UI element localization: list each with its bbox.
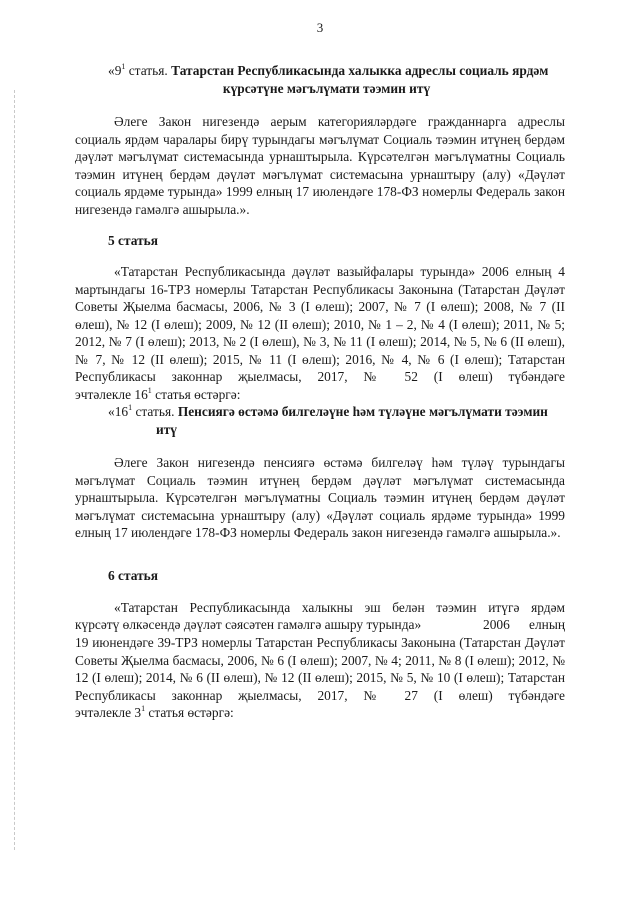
article-title-text: Татарстан Республикасында халыкка адреслы социаль ярдәм [171,63,549,78]
section-6-paragraph-rest: 19 июнендәге 39-ТРЗ номерлы Татарстан Республикасы Законына (Татарстан Дәүләт Советы Җыелма басмасы, 2006, № 6 (I өлеш); 2007, № 4; 2011, № 8 (I өлеш); 2012, № 12 (I өлеш); 2014, № 6 (II өлеш), № 12 (II өлеш); 2015, № 5, № 10 (I өлеш); Татарстан Республикасы законнар җыелмасы, 2017, № 27 (I өлеш) түбәндәге [75,635,565,703]
article-9-1-paragraph: Әлеге Закон нигезендә аерым категорияләрдәге гражданнарга адреслы социаль ярдәм чаралары бирү турындагы мәгълүмат Социаль тәэмин итүнең бердәм дәүләт мәгълүмат системасында урнаштырыла. Күрсәтелгән мәгълүматны Социаль тәэмин итүнең бердәм дәүләт мәгълүмат системасына урнаштыру (алу) «Дәүләт социаль ярдәме турында» 1999 елның 17 июлендәге 178-ФЗ номерлы Федераль закон нигезендә гамәлгә ашырыла.». [75,114,565,217]
article-title-continuation: күрсәтүне мәгълүмати тәэмин итү [222,80,431,96]
section-6-paragraph-line1: «Татарстан Республикасында халыкны эш белән тәэмин итүгә ярдәм [114,600,565,615]
section-5-paragraph-end: эчтәлекле $16^1$ статья өстәргә: [75,385,241,402]
article-number: «$9^1$ статья. [108,61,172,78]
article-16-1-title [108,403,565,438]
section-5-paragraph: «Татарстан Республикасында дәүләт вазыйфалары турында» 2006 елның 4 мартындагы 16-ТРЗ номерлы Татарстан Республикасы Законына (Татарстан Дәүләт Советы Җыелма басмасы, 2006, № 3 (I өлеш); 2007, № 7 (I өлеш); 2008, № 7 (II өлеш), № 12 (I өлеш); 2009, № 12 (II өлеш); 2010, № 1 – 2, № 4 (I өлеш); 2011, № 5; 2012, № 7 (I өлеш); 2013, № 2 (I өлеш), № 3, № 11 (I өлеш); 2014, № 5, № 6 (II өлеш), № 7, № 12 (II өлеш); 2015, № 11 (I өлеш); 2016, № 4, № 6 (I өлеш); Татарстан Республикасы законнар җыелмасы, 2017, № 52 (I өлеш) түбәндәге [75,264,565,384]
section-6-paragraph-end: эчтәлекле $3^1$ статья өстәргә: [75,703,234,720]
scan-margin-line [14,90,15,850]
section-6-paragraph-line2: күрсәтү өлкәсендә дәүләт сәясәтен гамәлгә ашыру турында» 2006 елның [75,617,565,632]
section-6-heading: 6 статья [108,568,158,583]
article-16-1-paragraph: Әлеге Закон нигезендә пенсиягә өстәмә билгеләү һәм түләү турындагы мәгълүмат Социаль тәэмин итүнең бердәм дәүләт мәгълүмат системасында урнаштырыла. Күрсәтелгән мәгълүматны Социаль тәэмин итүнең бердәм дәүләт мәгълүмат системасына урнаштыру (алу) «Дәүләт социаль ярдәме турында» 1999 елның 17 июлендәге 178-ФЗ номерлы Федераль закон нигезендә гамәлгә ашырыла.». [75,455,565,540]
article-title-text: Пенсиягә өстәмә билгеләүне һәм түләүне мәгълүмати тәэмин [177,404,548,419]
article-title-continuation: итү [156,421,177,437]
page-number: 3 [316,20,324,35]
article-number: «$16^1$ статья. [108,402,178,419]
section-5-heading: 5 статья [108,233,158,248]
article-9-1-title [108,62,565,97]
